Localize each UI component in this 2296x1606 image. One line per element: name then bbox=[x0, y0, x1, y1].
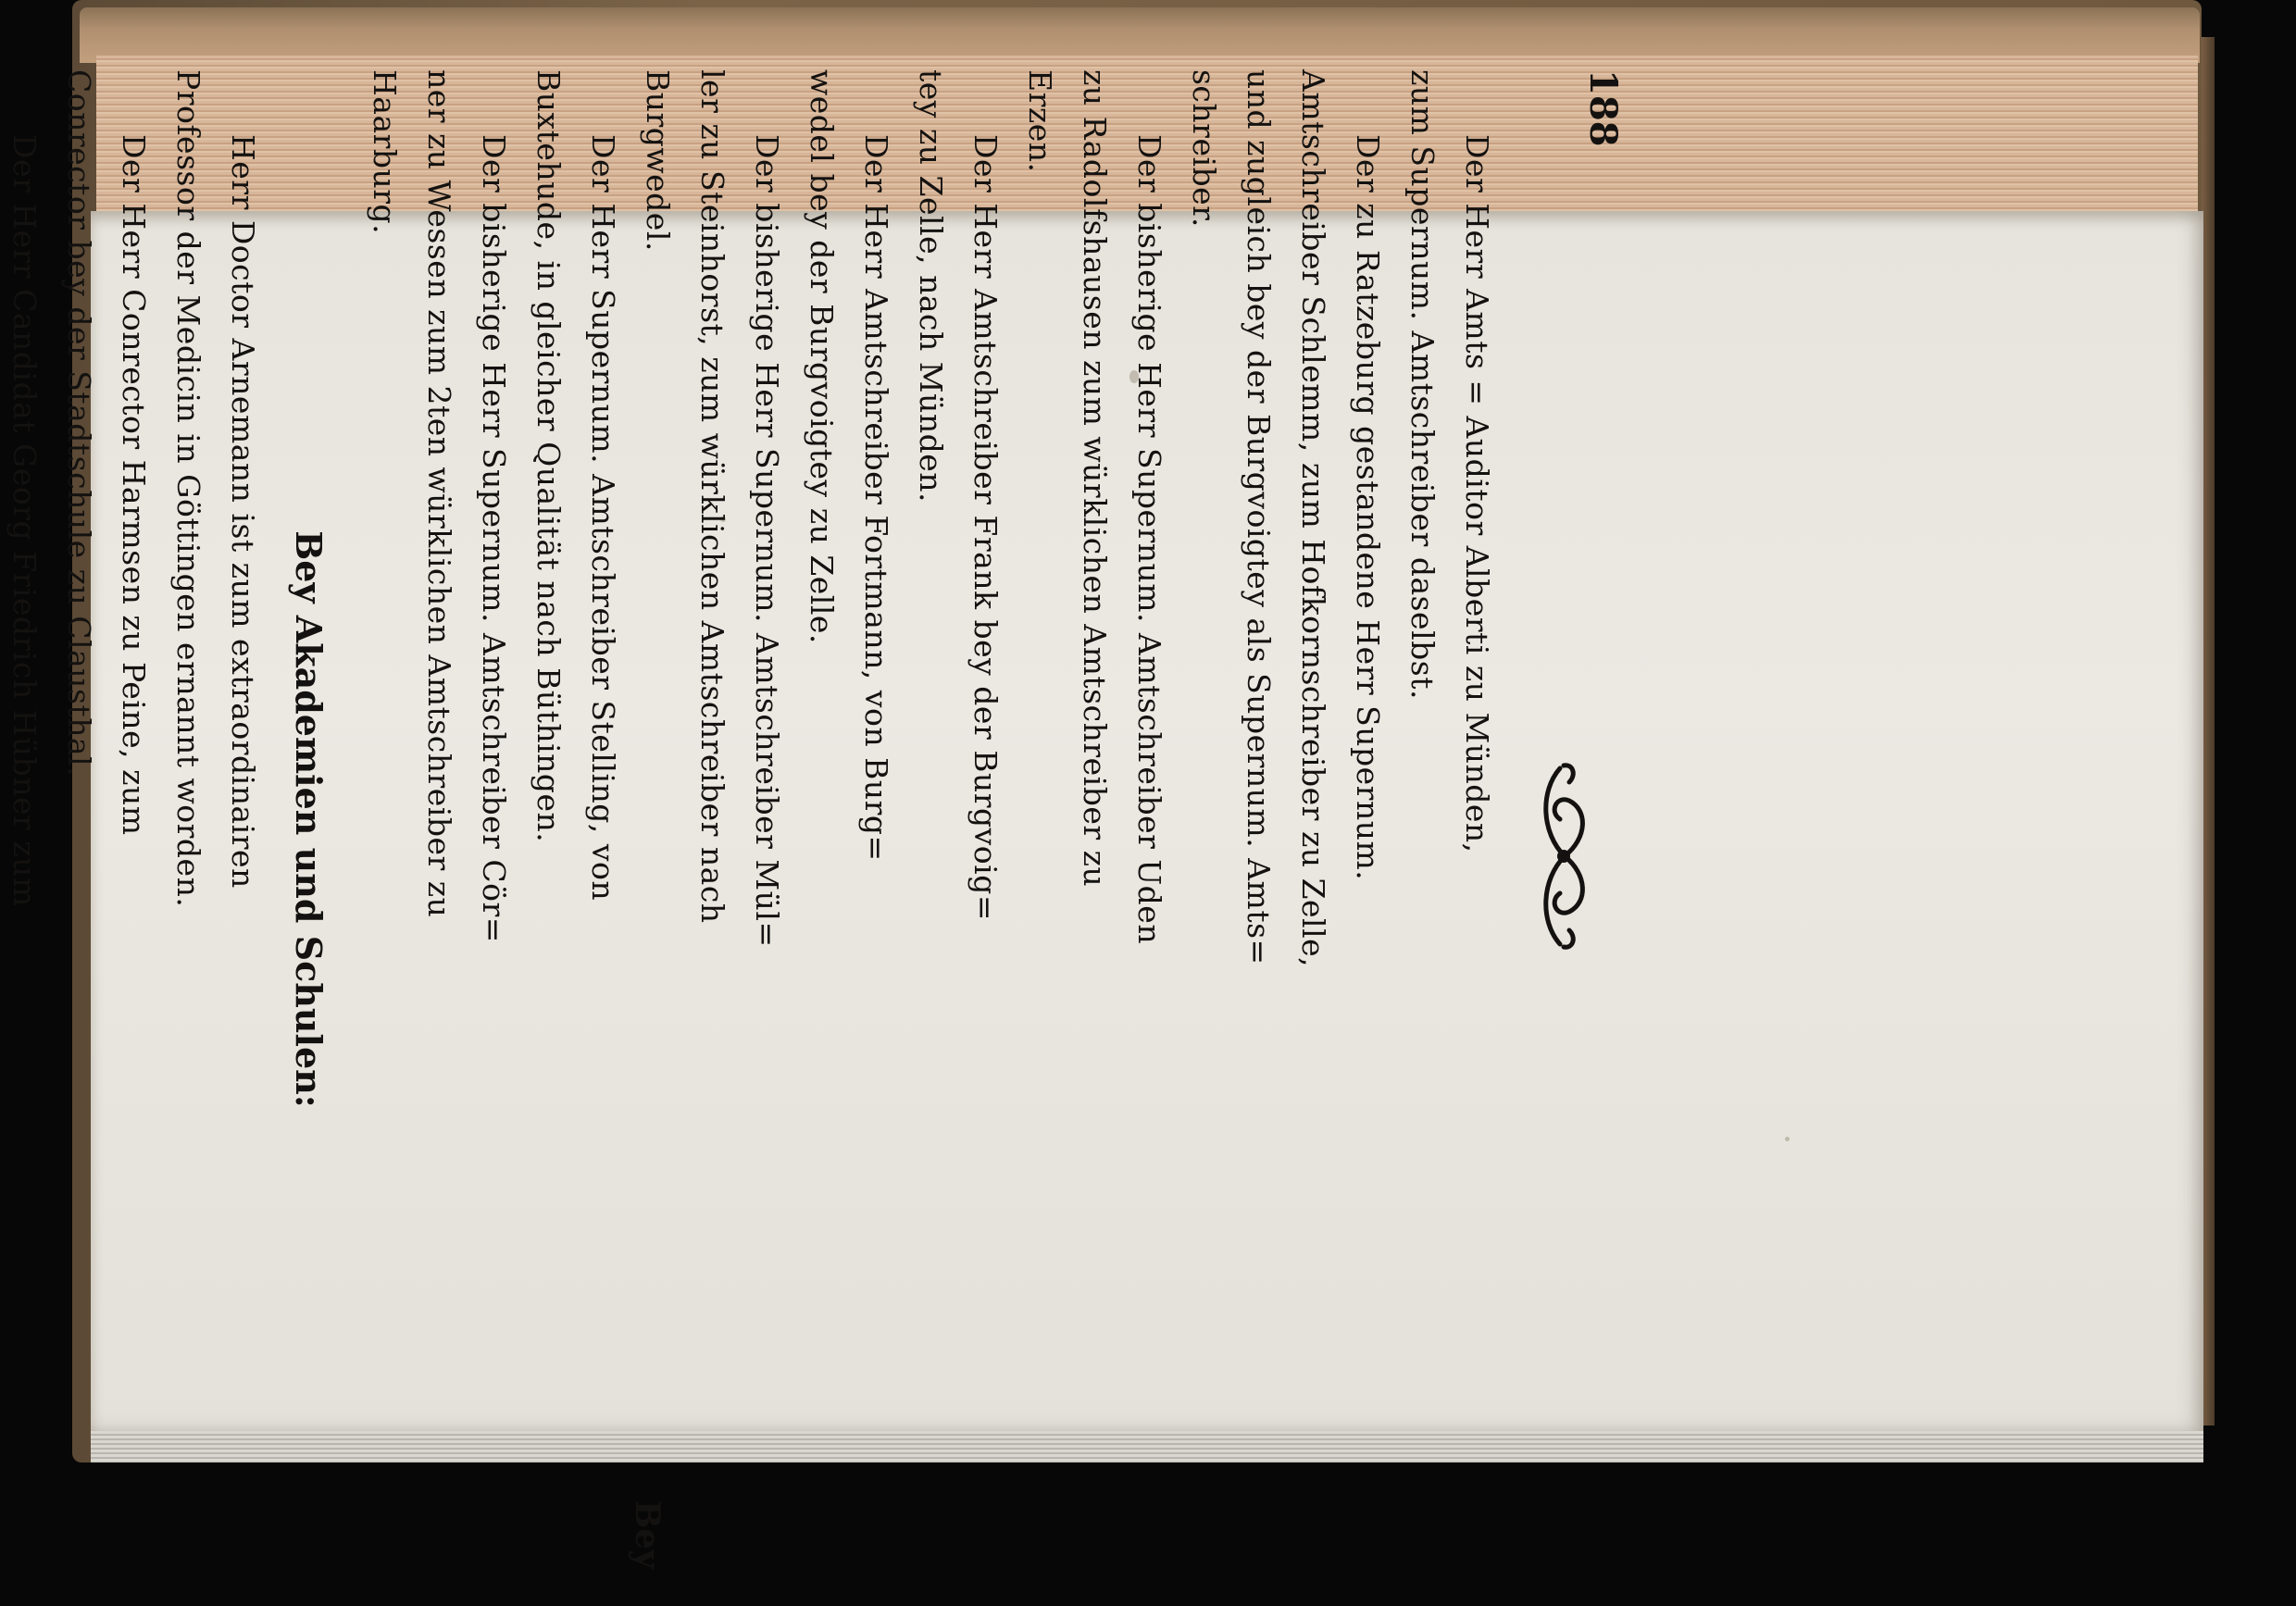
text-line: Professor der Medicin in Göttingen ernannt worden. bbox=[170, 69, 206, 908]
text-line: Der Herr Amtschreiber Frank bey der Burgvoig= bbox=[967, 134, 1004, 921]
text-line: Der Herr Supernum. Amtschreiber Stelling, von bbox=[585, 134, 621, 902]
text-line: zu Radolfshausen zum würklichen Amtschreiber zu bbox=[1077, 69, 1113, 888]
text-line: Buxtehude, in gleicher Qualität nach Büthingen. bbox=[530, 69, 567, 843]
text-line: schreiber. bbox=[1186, 69, 1222, 228]
text-line: Erzen. bbox=[1022, 69, 1058, 173]
text-line: Der zu Ratzeburg gestandene Herr Supernum. bbox=[1350, 134, 1386, 881]
text-line: Burgwedel. bbox=[640, 69, 676, 252]
text-line: Der Herr Amtschreiber Fortmann, von Burg= bbox=[858, 134, 894, 862]
text-line: wedel bey der Burgvoigtey zu Zelle. bbox=[804, 69, 840, 644]
text-line: Der Herr Amts = Auditor Alberti zu Münden, bbox=[1459, 134, 1495, 853]
text-line: Der bisherige Herr Supernum. Amtschreiber Uden bbox=[1131, 134, 1167, 945]
text-line: ler zu Steinhorst, zum würklichen Amtschreiber nach bbox=[694, 69, 730, 924]
text-line: tey zu Zelle, nach Münden. bbox=[913, 69, 949, 503]
text-line: Der Herr Conrector Harmsen zu Peine, zum bbox=[116, 134, 152, 836]
text-line: Der bisherige Herr Supernum. Amtschreiber Mül= bbox=[749, 134, 785, 948]
text-line: Der Herr Candidat Georg Friedrich Hübner zum bbox=[6, 134, 43, 907]
text-line: ner zu Wessen zum 2ten würklichen Amtschreiber zu bbox=[421, 69, 457, 918]
text-line: und zugleich bey der Burgvoigtey als Supernum. Amts= bbox=[1241, 69, 1277, 965]
text-line: Haarburg. bbox=[367, 69, 403, 235]
text-line: zum Supernum. Amtschreiber daselbst. bbox=[1404, 69, 1441, 700]
text-line: Amtschreiber Schlemm, zum Hofkornschreiber zu Zelle, bbox=[1295, 69, 1331, 968]
page-text-block bbox=[6, 32, 1625, 1606]
text-line: Herr Doctor Arnemann ist zum extraordinairen bbox=[225, 134, 261, 889]
text-body bbox=[0, 69, 1504, 1569]
fleuron-ornament-icon bbox=[1532, 754, 1597, 958]
text-line: Conrector bey der Stadtschule zu Clausthal. bbox=[61, 69, 97, 778]
book-spine-edge bbox=[2202, 37, 2215, 1425]
section-heading: Bey Akademien und Schulen: bbox=[288, 530, 330, 1108]
page-number: 188 bbox=[1581, 69, 1625, 147]
page-stain bbox=[1785, 1137, 1790, 1141]
text-line: Der bisherige Herr Supernum. Amtschreiber Cör= bbox=[476, 134, 512, 943]
catchword: Bey bbox=[628, 1500, 667, 1569]
